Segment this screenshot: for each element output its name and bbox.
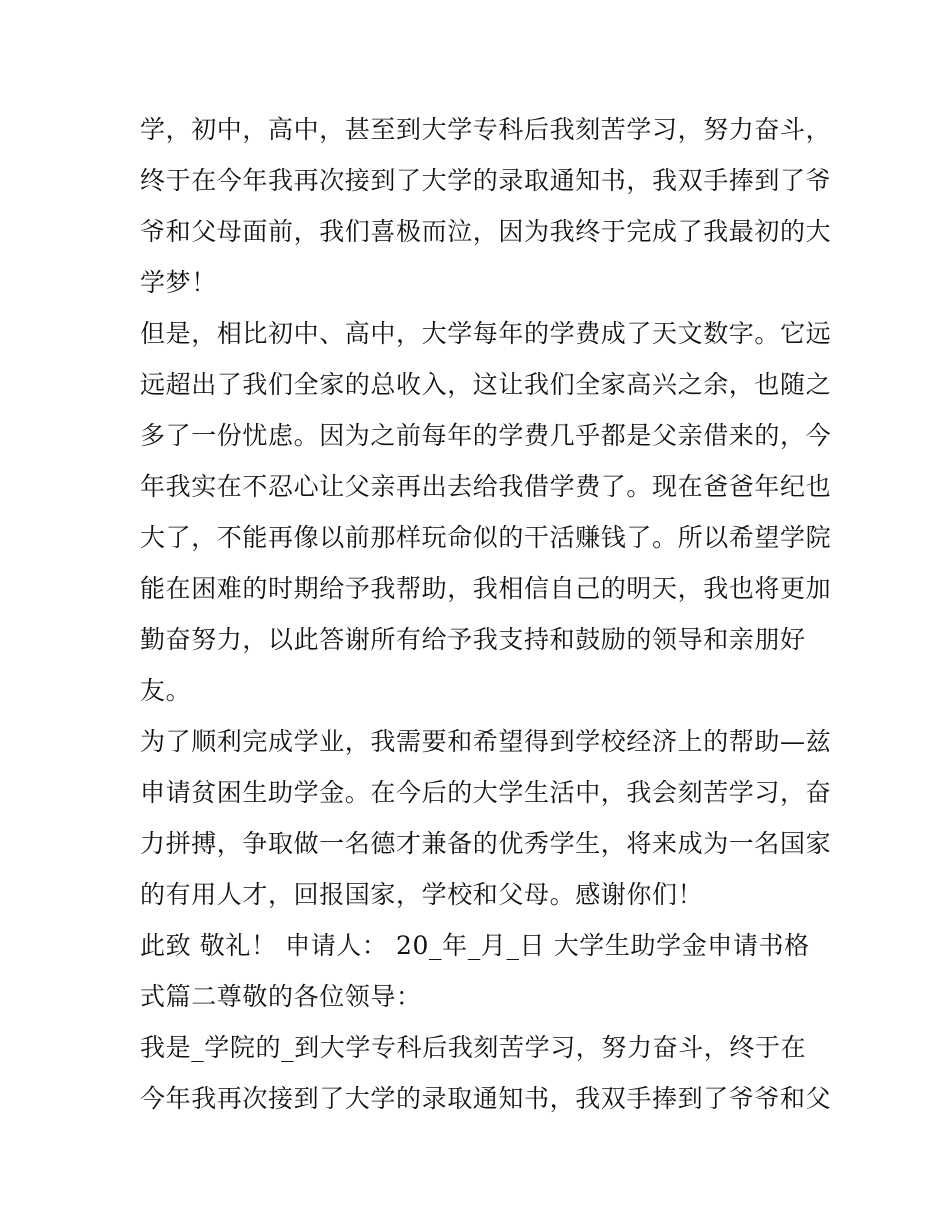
text-line: 此致 敬礼！ 申请人： 20_年_月_日 大学生助学金申请书格 xyxy=(140,931,810,960)
text-line: 学梦！ xyxy=(140,268,217,297)
text-line: 爷和父母面前，我们喜极而泣，因为我终于完成了我最初的大 xyxy=(140,217,832,246)
text-line: 勤奋努力，以此答谢所有给予我支持和鼓励的领导和亲朋好 xyxy=(140,625,806,654)
text-line: 大了，不能再像以前那样玩命似的干活赚钱了。所以希望学院 xyxy=(140,523,832,552)
text-line: 能在困难的时期给予我帮助，我相信自己的明天，我也将更加 xyxy=(140,574,832,603)
text-line: 友。 xyxy=(140,676,192,705)
text-line: 远超出了我们全家的总收入，这让我们全家高兴之余，也随之 xyxy=(140,370,832,399)
text-line: 我是_学院的_到大学专科后我刻苦学习，努力奋斗，终于在 xyxy=(140,1033,807,1062)
text-line: 力拼搏，争取做一名德才兼备的优秀学生，将来成为一名国家 xyxy=(140,829,832,858)
text-line: 多了一份忧虑。因为之前每年的学费几乎都是父亲借来的，今 xyxy=(140,421,832,450)
text-line: 年我实在不忍心让父亲再出去给我借学费了。现在爸爸年纪也 xyxy=(140,472,832,501)
text-line: 为了顺利完成学业，我需要和希望得到学校经济上的帮助—兹 xyxy=(140,727,832,756)
document-body xyxy=(140,104,832,1124)
text-line: 的有用人才，回报国家，学校和父母。感谢你们！ xyxy=(140,880,704,909)
text-line: 终于在今年我再次接到了大学的录取通知书，我双手捧到了爷 xyxy=(140,166,832,195)
text-line: 式篇二尊敬的各位领导： xyxy=(140,982,422,1011)
text-line: 今年我再次接到了大学的录取通知书，我双手捧到了爷爷和父 xyxy=(140,1084,832,1113)
text-line: 申请贫困生助学金。在今后的大学生活中，我会刻苦学习，奋 xyxy=(140,778,832,807)
text-line: 学，初中，高中，甚至到大学专科后我刻苦学习，努力奋斗， xyxy=(140,115,832,144)
text-line: 但是，相比初中、高中，大学每年的学费成了天文数字。它远 xyxy=(140,319,832,348)
